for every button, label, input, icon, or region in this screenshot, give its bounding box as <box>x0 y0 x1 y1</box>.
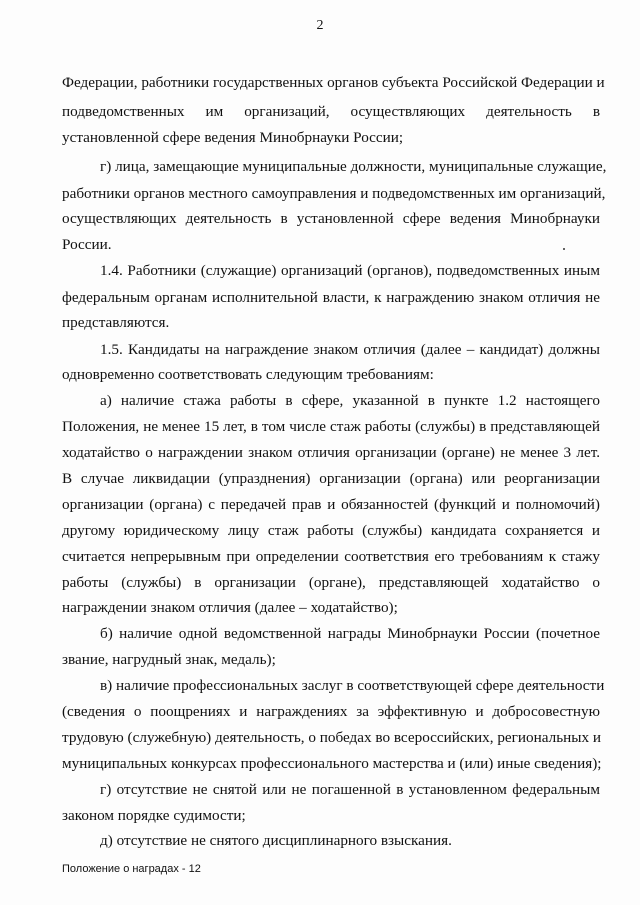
text-line: представляются. <box>62 314 170 331</box>
text-line: законом порядке судимости; <box>62 807 246 824</box>
text-line: награждении знаком отличия (далее – ходатайство); <box>62 599 398 616</box>
text-line: работы (службы) в организации (органе), представляющей ходатайство о <box>62 574 600 591</box>
text-line: трудовую (служебную) деятельность, о победах во всероссийских, региональных и <box>62 729 601 746</box>
page-number: 2 <box>316 18 324 33</box>
text-line: осуществляющих деятельность в установленной сфере ведения Минобрнауки <box>62 210 600 227</box>
text-line: б) наличие одной ведомственной награды Минобрнауки России (почетное <box>100 625 600 642</box>
text-line: одновременно соответствовать следующим требованиям: <box>62 366 434 383</box>
text-line: 1.4. Работники (служащие) организаций (органов), подведомственных иным <box>100 262 600 279</box>
text-line: России. <box>62 236 112 253</box>
text-line: работники органов местного самоуправления и подведомственных им организаций, <box>62 185 606 202</box>
text-line: ходатайство о награждении знаком отличия организации (органе) не менее 3 лет. <box>62 444 600 461</box>
text-line: организации (органа) с передачей прав и обязанностей (функций и полномочий) <box>62 496 600 513</box>
text-line: д) отсутствие не снятого дисциплинарного взыскания. <box>100 832 452 849</box>
text-line: 1.5. Кандидаты на награждение знаком отличия (далее – кандидат) должны <box>100 341 600 358</box>
text-line: в) наличие профессиональных заслуг в соответствующей сфере деятельности <box>100 677 605 694</box>
text-line: г) лица, замещающие муниципальные должности, муниципальные служащие, <box>100 158 607 175</box>
footer-note: Положение о наградах - 12 <box>62 863 201 875</box>
text-line: другому юридическому лицу стаж работы (службы) кандидата сохраняется и <box>62 522 600 539</box>
text-line: муниципальных конкурсах профессионального мастерства и (или) иные сведения); <box>62 755 602 772</box>
scan-speck <box>563 248 565 250</box>
text-line: звание, нагрудный знак, медаль); <box>62 651 276 668</box>
text-line: Федерации, работники государственных органов субъекта Российской Федерации и <box>62 74 605 91</box>
text-line: подведомственных им организаций, осуществляющих деятельность в <box>62 103 600 120</box>
text-line: федеральным органам исполнительной власти, к награждению знаком отличия не <box>62 289 600 306</box>
text-line: а) наличие стажа работы в сфере, указанной в пункте 1.2 настоящего <box>100 392 600 409</box>
text-line: установленной сфере ведения Минобрнауки России; <box>62 129 404 146</box>
text-line: В случае ликвидации (упразднения) организации (органа) или реорганизации <box>62 470 600 487</box>
text-line: г) отсутствие не снятой или не погашенной в установленном федеральным <box>100 781 600 798</box>
text-line: считается непрерывным при определении соответствия его требованиям к стажу <box>62 548 600 565</box>
text-line: (сведения о поощрениях и награждениях за эффективную и добросовестную <box>62 703 600 720</box>
text-line: Положения, не менее 15 лет, в том числе стаж работы (службы) в представляющей <box>62 418 600 435</box>
